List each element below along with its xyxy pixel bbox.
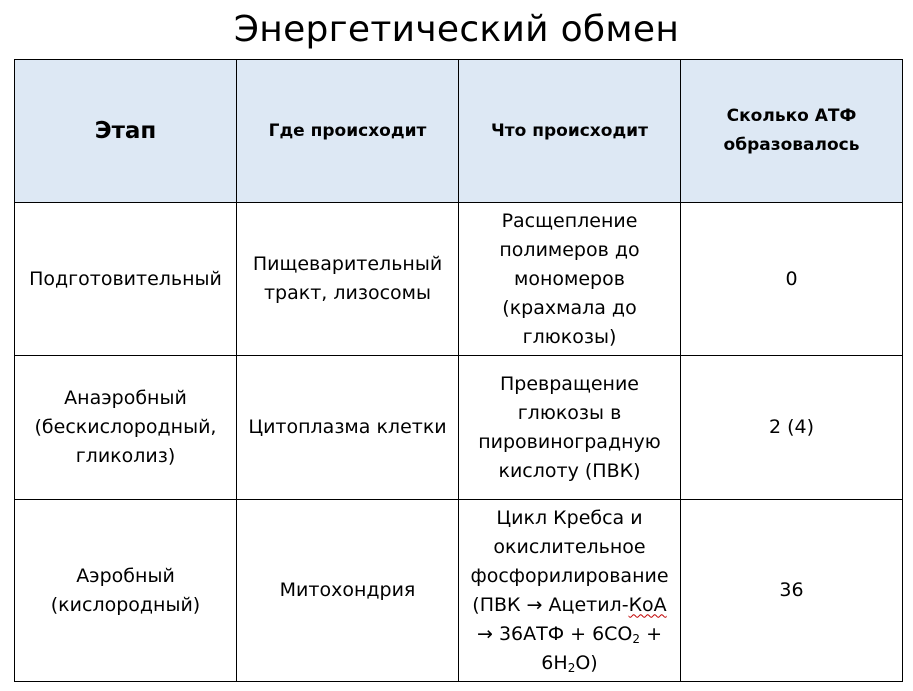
header-stage: Этап [15,60,237,203]
table-header-row [15,60,903,203]
table-row [15,500,903,682]
table-row [15,203,903,356]
cell-what [459,500,681,682]
cell-what-text: → 36АТФ + 6СО [476,622,633,645]
cell-where: Митохондрия [237,500,459,682]
cell-where: Цитоплазма клетки [237,356,459,500]
cell-what-text: + 6Н [541,622,662,674]
cell-what-text: Цикл Кребса и окислительное фосфорилирование (ПВК → Ацетил- [470,506,669,616]
cell-what: Расщепление полимеров до мономеров (крахмала до глюкозы) [459,203,681,356]
page-title: Энергетический обмен [233,9,680,50]
cell-what: Превращение глюкозы в пировиноградную кислоту (ПВК) [459,356,681,500]
spellcheck-underlined-word: КоА [628,593,667,616]
cell-atp: 36 [681,500,903,682]
header-where: Где происходит [237,60,459,203]
cell-what-text: О) [575,651,598,674]
subscript: 2 [567,660,576,675]
cell-stage: Подготовительный [15,203,237,356]
header-atp: Сколько АТФ образовалось [681,60,903,203]
cell-atp: 0 [681,203,903,356]
header-what: Что происходит [459,60,681,203]
cell-stage: Анаэробный (бескислородный, гликолиз) [15,356,237,500]
cell-atp: 2 (4) [681,356,903,500]
subscript: 2 [632,631,641,646]
table-row [15,356,903,500]
cell-where: Пищеварительный тракт, лизосомы [237,203,459,356]
cell-stage: Аэробный (кислородный) [15,500,237,682]
energy-metabolism-table [14,59,903,682]
